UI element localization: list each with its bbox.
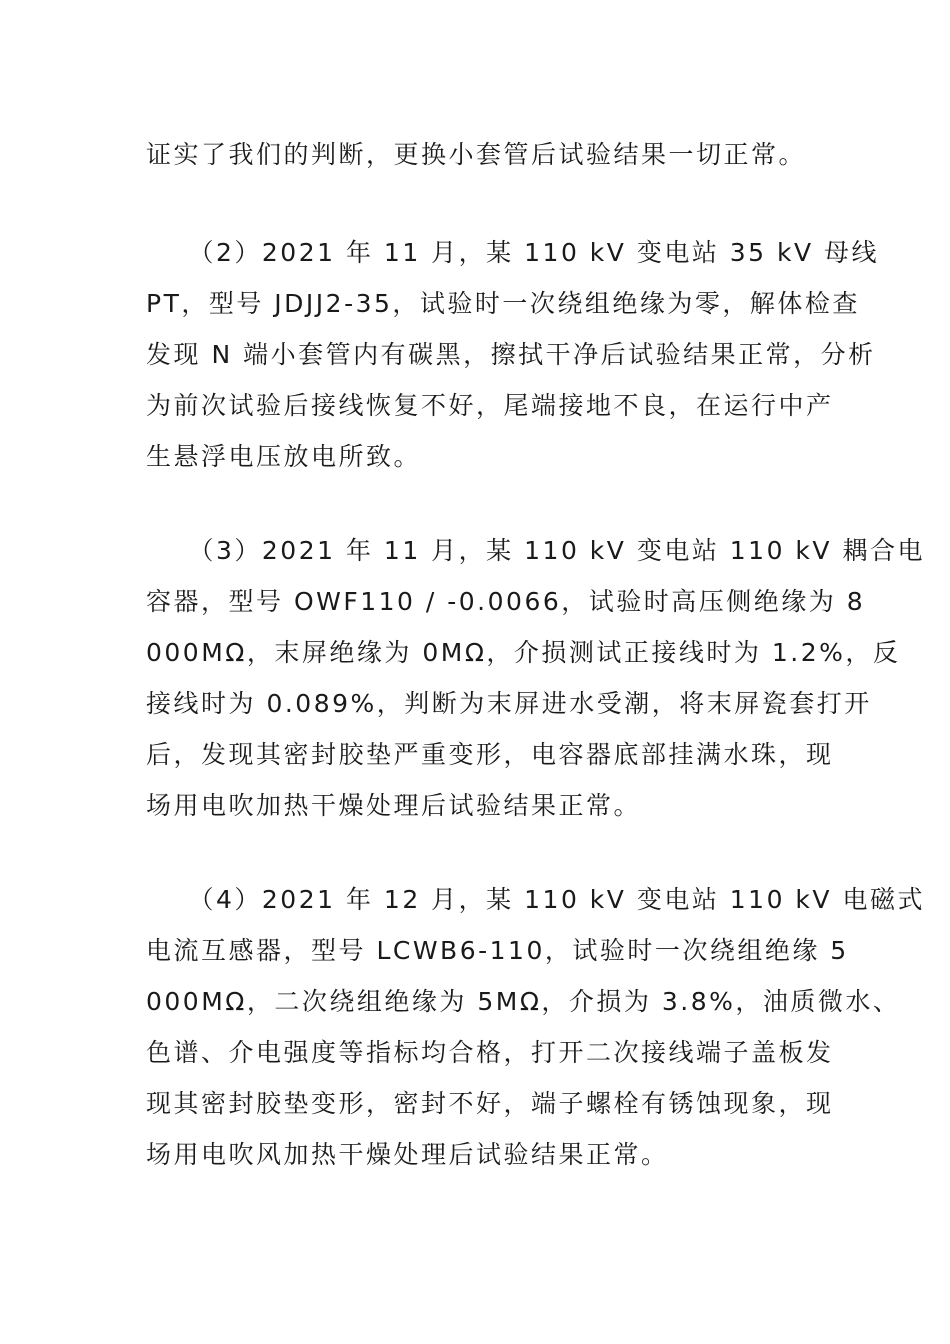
paragraph-line: 容器，型号 OWF110 / -0.0066，试验时高压侧绝缘为 8 [146,587,866,616]
paragraph-line: 发现 N 端小套管内有碳黑，擦拭干净后试验结果正常，分析 [146,340,876,369]
paragraph-line: PT，型号 JDJJ2-35，试验时一次绕组绝缘为零，解体检查 [146,289,860,318]
paragraph-case-3 [146,525,925,831]
paragraph-line: （2）2021 年 11 月，某 110 kV 变电站 35 kV 母线 [146,238,880,267]
paragraph-line: 证实了我们的判断，更换小套管后试验结果一切正常。 [146,140,807,169]
paragraph-line: （3）2021 年 11 月，某 110 kV 变电站 110 kV 耦合电 [146,536,925,565]
paragraph-line: （4）2021 年 12 月，某 110 kV 变电站 110 kV 电磁式 [146,885,925,914]
paragraph-case-4 [146,874,925,1180]
paragraph-line: 电流互感器，型号 LCWB6-110，试验时一次绕组绝缘 5 [146,936,849,965]
paragraph-case-2 [146,227,880,482]
paragraph-line: 生悬浮电压放电所致。 [146,442,422,471]
paragraph-line: 后，发现其密封胶垫严重变形，电容器底部挂满水珠，现 [146,740,834,769]
paragraph-line: 现其密封胶垫变形，密封不好，端子螺栓有锈蚀现象，现 [146,1089,834,1118]
paragraph-line: 接线时为 0.089%，判断为末屏进水受潮，将末屏瓷套打开 [146,689,872,718]
paragraph-1-continuation [146,129,808,180]
paragraph-line: 场用电吹风加热干燥处理后试验结果正常。 [146,1140,669,1169]
paragraph-line: 场用电吹加热干燥处理后试验结果正常。 [146,791,642,820]
paragraph-line: 色谱、介电强度等指标均合格，打开二次接线端子盖板发 [146,1038,834,1067]
paragraph-line: 000MΩ，二次绕组绝缘为 5MΩ，介损为 3.8%，油质微水、 [146,987,901,1016]
paragraph-line: 000MΩ，末屏绝缘为 0MΩ，介损测试正接线时为 1.2%，反 [146,638,901,667]
paragraph-line: 为前次试验后接线恢复不好，尾端接地不良，在运行中产 [146,391,834,420]
